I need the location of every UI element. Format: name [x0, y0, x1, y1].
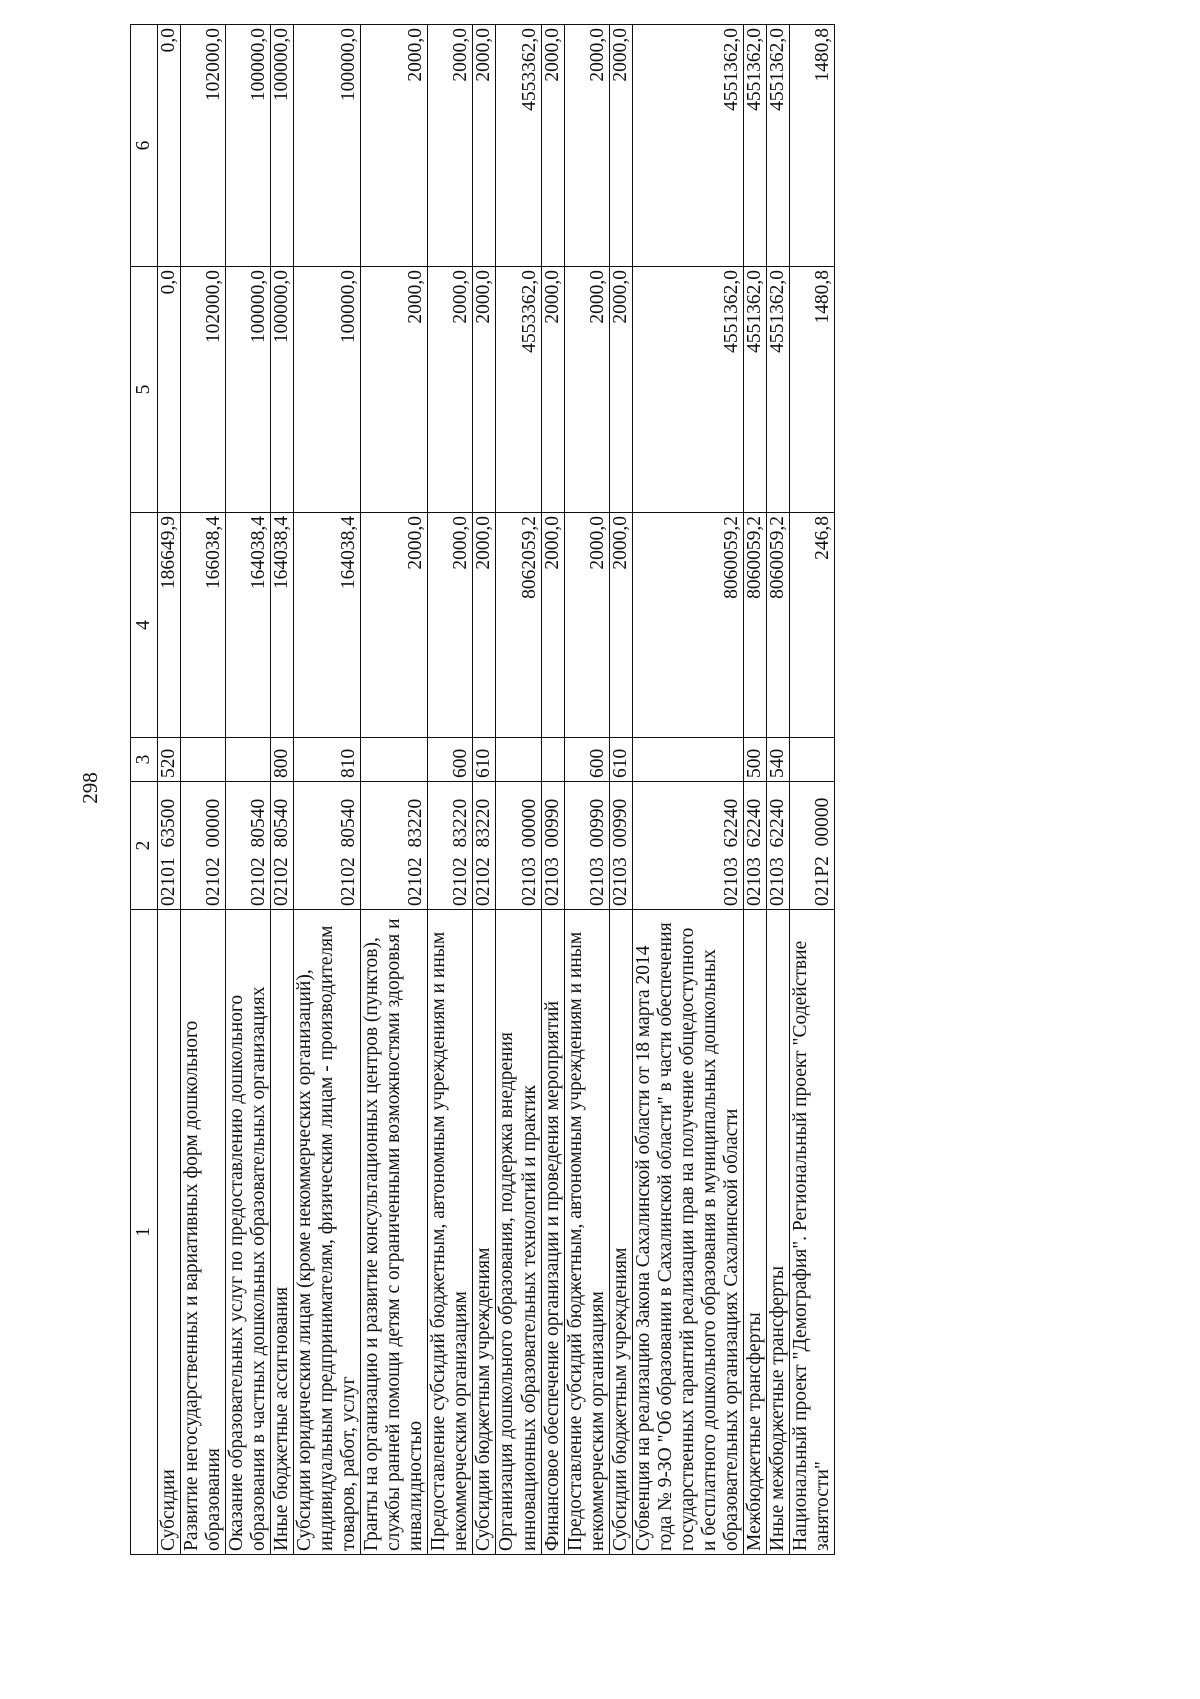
row-value-col6: 0,0: [158, 25, 181, 267]
row-value-col4: 8062059,2: [496, 513, 541, 738]
row-expense-type: 600: [428, 738, 473, 782]
row-code: 02102 83220: [361, 782, 428, 910]
row-expense-type: 500: [743, 738, 766, 782]
row-expense-type: 540: [766, 738, 789, 782]
row-value-col6: 102000,0: [181, 25, 226, 267]
row-code: 02103 62240: [766, 782, 789, 910]
header-col-3: 3: [131, 738, 158, 782]
row-value-col6: 1480,8: [789, 25, 834, 267]
row-code: 02102 80540: [271, 782, 294, 910]
row-value-col5: 2000,0: [428, 267, 473, 513]
table-row: [361, 25, 428, 1555]
row-value-col4: 8060059,2: [632, 513, 743, 738]
row-value-col4: 2000,0: [564, 513, 609, 738]
row-value-col5: 2000,0: [361, 267, 428, 513]
row-value-col5: 0,0: [158, 267, 181, 513]
row-name: Развитие негосударственных и вариативных форм дошкольного образования: [181, 910, 226, 1555]
row-value-col6: 100000,0: [271, 25, 294, 267]
table-header-row: [131, 25, 158, 1555]
table-row: [766, 25, 789, 1555]
table-row: [294, 25, 361, 1555]
row-code: 02103 00000: [496, 782, 541, 910]
row-expense-type: [361, 738, 428, 782]
table-row: [181, 25, 226, 1555]
row-value-col5: 4551362,0: [766, 267, 789, 513]
table-row: [428, 25, 473, 1555]
row-name: Организация дошкольного образования, поддержка внедрения инновационных образовательных технологий и практик: [496, 910, 541, 1555]
table-row: [271, 25, 294, 1555]
row-name: Оказание образовательных услуг по предоставлению дошкольного образования в частных дошкольных образовательных организациях: [226, 910, 271, 1555]
row-value-col6: 2000,0: [541, 25, 564, 267]
row-expense-type: 520: [158, 738, 181, 782]
row-expense-type: 610: [473, 738, 496, 782]
row-expense-type: 810: [294, 738, 361, 782]
row-name: Финансовое обеспечение организации и проведения мероприятий: [541, 910, 564, 1555]
row-value-col6: 2000,0: [473, 25, 496, 267]
row-expense-type: 610: [609, 738, 632, 782]
row-value-col4: 8060059,2: [766, 513, 789, 738]
row-expense-type: [789, 738, 834, 782]
row-expense-type: 600: [564, 738, 609, 782]
table-row: [541, 25, 564, 1555]
table-row: [789, 25, 834, 1555]
header-col-1: 1: [131, 910, 158, 1555]
row-expense-type: [181, 738, 226, 782]
table-row: [158, 25, 181, 1555]
row-code: 02101 63500: [158, 782, 181, 910]
row-code: 02103 00990: [541, 782, 564, 910]
row-value-col6: 4551362,0: [766, 25, 789, 267]
row-code: 02102 83220: [473, 782, 496, 910]
row-value-col6: 2000,0: [564, 25, 609, 267]
table-row: [632, 25, 743, 1555]
row-name: Гранты на организацию и развитие консультационных центров (пунктов), службы ранней помощи детям с ограниченными возможностями здоровья и инвалидностью: [361, 910, 428, 1555]
row-expense-type: [226, 738, 271, 782]
table-row: [226, 25, 271, 1555]
row-value-col6: 4553362,0: [496, 25, 541, 267]
row-code: 02102 80540: [226, 782, 271, 910]
row-name: Субсидии бюджетным учреждениям: [609, 910, 632, 1555]
row-value-col5: 102000,0: [181, 267, 226, 513]
row-value-col5: 2000,0: [564, 267, 609, 513]
row-value-col5: 2000,0: [609, 267, 632, 513]
table-row: [473, 25, 496, 1555]
row-name: Предоставление субсидий бюджетным, автономным учреждениям и иным некоммерческим организациям: [564, 910, 609, 1555]
row-value-col5: 100000,0: [271, 267, 294, 513]
header-col-4: 4: [131, 513, 158, 738]
row-name: Иные бюджетные ассигнования: [271, 910, 294, 1555]
rotated-table-container: [130, 25, 1030, 1555]
row-code: 02103 00990: [609, 782, 632, 910]
row-value-col5: 100000,0: [226, 267, 271, 513]
row-value-col4: 164038,4: [226, 513, 271, 738]
row-value-col6: 2000,0: [609, 25, 632, 267]
table-row: [564, 25, 609, 1555]
row-code: 02103 62240: [743, 782, 766, 910]
row-value-col6: 2000,0: [361, 25, 428, 267]
row-value-col5: 2000,0: [541, 267, 564, 513]
row-value-col5: 100000,0: [294, 267, 361, 513]
row-name: Субвенция на реализацию Закона Сахалинской области от 18 марта 2014 года № 9-ЗО "Об образовании в Сахалинской области" в части обеспечения государственных гарантий реализации прав на получение общедоступного и бесплатного дошкольного образования в муниципальных дошкольных образовательных организациях Сахалинской области: [632, 910, 743, 1555]
row-value-col4: 2000,0: [361, 513, 428, 738]
row-expense-type: [632, 738, 743, 782]
header-col-2: 2: [131, 782, 158, 910]
table-row: [496, 25, 541, 1555]
row-expense-type: 800: [271, 738, 294, 782]
row-value-col6: 4551362,0: [632, 25, 743, 267]
row-value-col5: 1480,8: [789, 267, 834, 513]
row-value-col4: 164038,4: [294, 513, 361, 738]
row-name: Предоставление субсидий бюджетным, автономным учреждениям и иным некоммерческим организациям: [428, 910, 473, 1555]
row-code: 02102 80540: [294, 782, 361, 910]
row-value-col4: 2000,0: [609, 513, 632, 738]
row-code: 02103 00990: [564, 782, 609, 910]
row-value-col6: 2000,0: [428, 25, 473, 267]
row-value-col4: 166038,4: [181, 513, 226, 738]
row-code: 02103 62240: [632, 782, 743, 910]
row-value-col5: 2000,0: [473, 267, 496, 513]
row-value-col4: 246,8: [789, 513, 834, 738]
header-col-5: 5: [131, 267, 158, 513]
row-name: Субсидии: [158, 910, 181, 1555]
row-code: 02102 00000: [181, 782, 226, 910]
row-value-col5: 4551362,0: [632, 267, 743, 513]
row-name: Субсидии бюджетным учреждениям: [473, 910, 496, 1555]
row-code: 02102 83220: [428, 782, 473, 910]
row-value-col4: 2000,0: [473, 513, 496, 738]
budget-table: [130, 24, 835, 1555]
row-value-col4: 164038,4: [271, 513, 294, 738]
header-col-6: 6: [131, 25, 158, 267]
row-name: Субсидии юридическим лицам (кроме некоммерческих организаций), индивидуальным предпринимателям, физическим лицам - производителям товаров, работ, услуг: [294, 910, 361, 1555]
row-value-col4: 2000,0: [428, 513, 473, 738]
row-expense-type: [541, 738, 564, 782]
row-value-col4: 8060059,2: [743, 513, 766, 738]
table-row: [743, 25, 766, 1555]
row-value-col5: 4551362,0: [743, 267, 766, 513]
row-name: Межбюджетные трансферты: [743, 910, 766, 1555]
row-name: Национальный проект "Демография". Региональный проект "Содействие занятости": [789, 910, 834, 1555]
row-value-col6: 100000,0: [226, 25, 271, 267]
row-value-col5: 4553362,0: [496, 267, 541, 513]
row-code: 021P2 00000: [789, 782, 834, 910]
row-value-col4: 2000,0: [541, 513, 564, 738]
row-name: Иные межбюджетные трансферты: [766, 910, 789, 1555]
row-value-col4: 186649,9: [158, 513, 181, 738]
page-number: 298: [78, 772, 102, 804]
row-value-col6: 100000,0: [294, 25, 361, 267]
table-row: [609, 25, 632, 1555]
row-value-col6: 4551362,0: [743, 25, 766, 267]
row-expense-type: [496, 738, 541, 782]
